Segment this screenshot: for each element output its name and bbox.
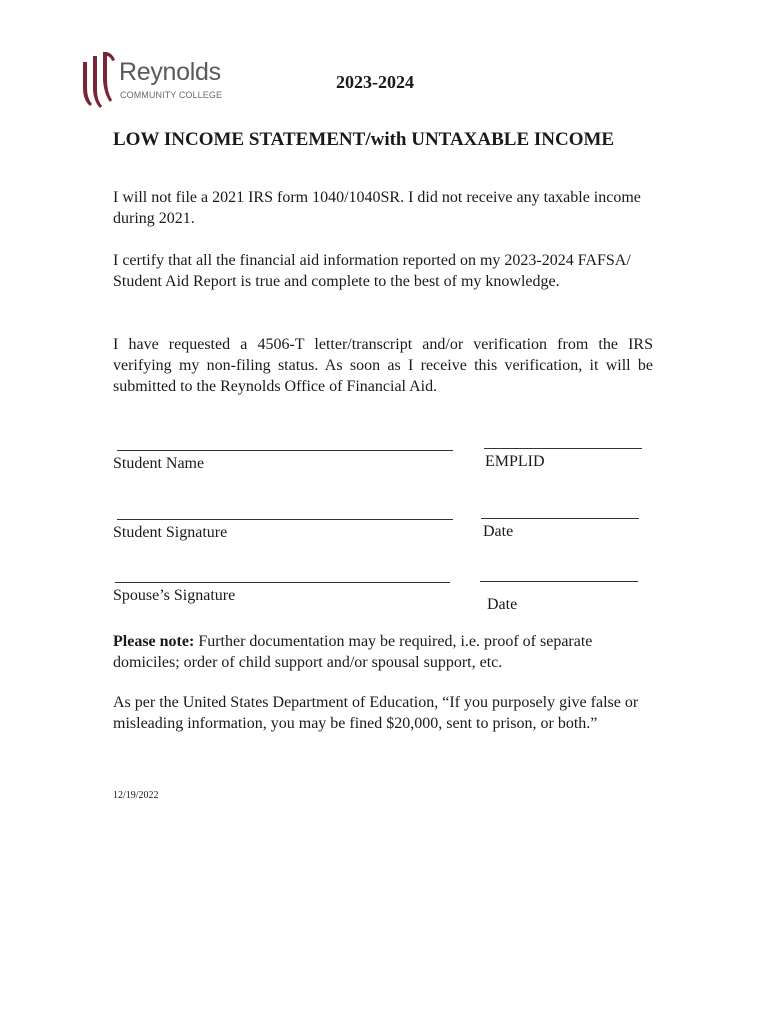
spouse-signature-line[interactable] [115, 582, 450, 583]
logo-name: Reynolds [119, 58, 221, 86]
date-line-1[interactable] [481, 518, 639, 519]
student-signature-label: Student Signature [113, 524, 228, 541]
student-name-line[interactable] [117, 450, 453, 451]
date-label-1: Date [483, 523, 514, 540]
page-title: LOW INCOME STATEMENT/with UNTAXABLE INCOME [113, 129, 615, 150]
student-signature-line[interactable] [117, 519, 453, 520]
logo-subtitle: COMMUNITY COLLEGE [120, 90, 223, 100]
college-logo [80, 50, 230, 112]
date-label-2: Date [487, 596, 518, 613]
spouse-signature-label: Spouse’s Signature [113, 587, 236, 604]
student-name-label: Student Name [113, 455, 205, 472]
emplid-line[interactable] [484, 448, 642, 449]
emplid-label: EMPLID [485, 453, 545, 470]
paragraph-non-filing: I will not file a 2021 IRS form 1040/1040SR. I did not receive any taxable income during 2021. [113, 189, 641, 227]
please-note-text: Further documentation may be required, i.e. proof of separate domiciles; order of child support and/or spousal support, etc. [113, 633, 593, 671]
education-warning-paragraph: As per the United States Department of Education, “If you purposely give false or misleading information, you may be fined $20,000, sent to prison, or both.” [113, 694, 639, 732]
paragraph-certification: I certify that all the financial aid information reported on my 2023-2024 FAFSA/ Student Aid Report is true and complete to the best of my knowledge. [113, 252, 631, 290]
date-line-2[interactable] [480, 581, 638, 582]
please-note-paragraph [113, 631, 653, 673]
paragraph-irs-verification: I have requested a 4506-T letter/transcript and/or verification from the IRS verifying my non-filing status. As soon as I receive this verification, it will be submitted to the Reynolds Office of Financial Aid. [113, 336, 653, 395]
academic-year: 2023-2024 [336, 72, 414, 92]
please-note-label: Please note: [113, 633, 195, 650]
reynolds-mark-icon [80, 50, 116, 112]
revision-date: 12/19/2022 [113, 790, 159, 801]
